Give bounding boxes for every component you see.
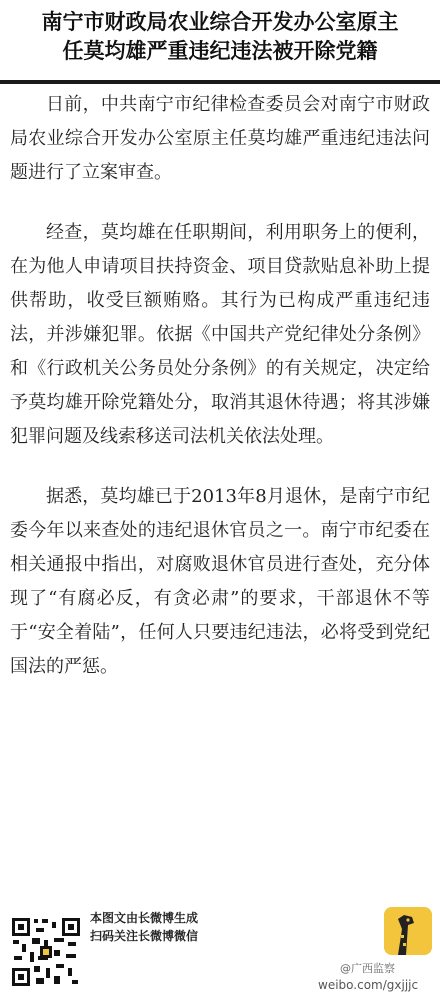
paragraph-2: 经查，莫均雄在任职期间，利用职务上的便利，在为他人申请项目扶持资金、项目贷款贴息补助上提供帮助，收受巨额贿赂。其行为已构成严重违纪违法，并涉嫌犯罪。依据《中国共产党纪律处分条例》和《行政机关公务员处分条例》的有关规定，决定给予莫均雄开除党籍处分，取消其退休待遇；将其涉嫌犯罪问题及线索移送司法机关依法处理。 xyxy=(10,222,430,447)
article-title xyxy=(0,8,440,66)
article-body xyxy=(10,88,430,684)
footer-generated-by: 本图文由长微博生成 xyxy=(90,911,199,925)
footer xyxy=(0,900,440,992)
title-line-2: 任莫均雄严重违纪违法被开除党籍 xyxy=(62,39,378,63)
title-divider xyxy=(0,80,440,84)
title-line-1: 南宁市财政局农业综合开发办公室原主 xyxy=(41,10,399,34)
weibo-url: weibo.com/gxjjjc xyxy=(318,978,419,992)
paragraph-3: 据悉，莫均雄已于2013年8月退休，是南宁市纪委今年以来查处的违纪退休官员之一。南宁市纪委在相关通报中指出，对腐败退休官员进行查处，充分体现了“有腐必反，有贪必肃”的要求，干部退休不等于“安全着陆”，任何人只要违纪违法，必将受到党纪国法的严惩。 xyxy=(10,486,430,677)
paragraph-1: 日前，中共南宁市纪律检查委员会对南宁市财政局农业综合开发办公室原主任莫均雄严重违纪违法问题进行了立案审查。 xyxy=(10,94,430,183)
qr-code-icon xyxy=(10,916,82,988)
giraffe-logo-icon xyxy=(384,907,432,955)
footer-follow-text: 扫码关注长微博微信 xyxy=(90,929,199,943)
weibo-account: @广西监察 xyxy=(340,962,395,975)
